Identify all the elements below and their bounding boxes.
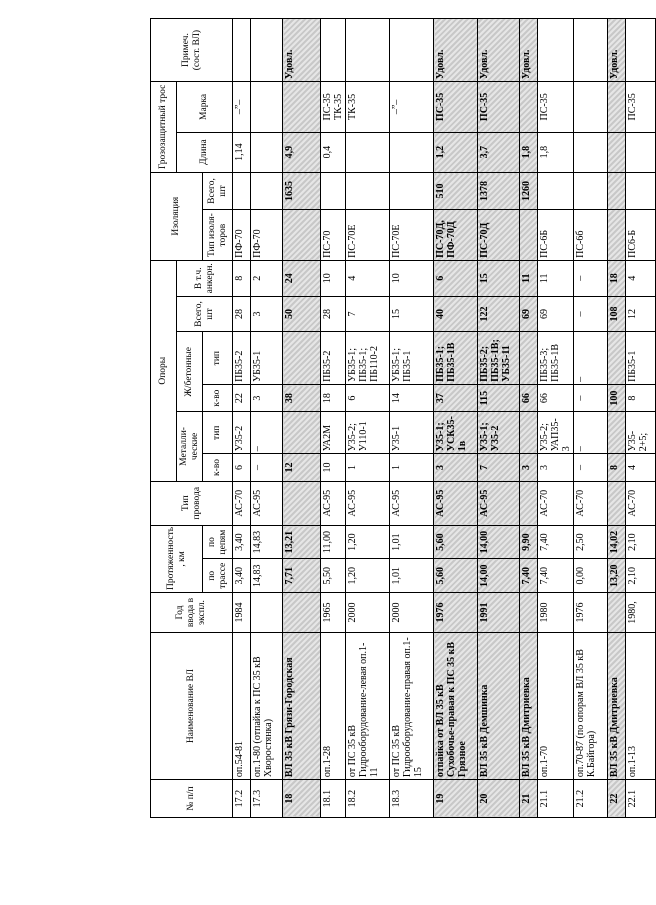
- cell-metal-qty: 3: [434, 454, 478, 481]
- cell-metal-type: [283, 412, 321, 454]
- cell-metal-qty: 6: [233, 454, 251, 481]
- cell-year-commissioned: 1976: [434, 593, 478, 633]
- cell-cable-length: 1,8: [520, 132, 538, 172]
- cell-insulator-total: [390, 172, 434, 210]
- cell-metal-qty: 10: [321, 454, 346, 481]
- cell-wire-type: АС-70: [538, 481, 574, 525]
- cell-cable-length: [390, 132, 434, 172]
- cell-metal-type: [608, 412, 626, 454]
- cell-concrete-type: УБ35-1; ПБ35-1; ПБ110-2: [346, 332, 390, 385]
- header-supports: Опоры: [151, 260, 177, 481]
- cell-cable-brand: ПС-35: [538, 82, 574, 132]
- cell-insulator-total: [233, 172, 251, 210]
- cell-year-commissioned: 2000: [390, 593, 434, 633]
- cell-supports-total: –: [574, 296, 608, 332]
- cell-length-circuit: 14,00: [478, 525, 520, 559]
- cell-metal-qty: 3: [538, 454, 574, 481]
- cell-insulator-total: [251, 172, 283, 210]
- cell-row-number: 18.3: [390, 780, 434, 818]
- cell-length-circuit: 14,83: [251, 525, 283, 559]
- cell-insulator-total: [626, 172, 656, 210]
- cell-metal-qty: –: [251, 454, 283, 481]
- header-total: Всего, шт: [177, 296, 233, 332]
- cell-year-commissioned: 2000: [346, 593, 390, 633]
- cell-row-number: 21.2: [574, 780, 608, 818]
- cell-insulator-type: [520, 210, 538, 260]
- cell-supports-anchor: 15: [478, 260, 520, 296]
- cell-length-route: 5,50: [321, 559, 346, 593]
- cell-concrete-qty: 14: [390, 384, 434, 411]
- cell-insulator-type: ПС-70: [321, 210, 346, 260]
- cell-line-name: оп.54-81: [233, 632, 251, 779]
- cell-cable-length: 1,2: [434, 132, 478, 172]
- table-row: [434, 19, 478, 818]
- cell-metal-type: УА2М: [321, 412, 346, 454]
- cell-concrete-type: ПБ35-1; ПБ35-1В: [434, 332, 478, 385]
- cell-line-name: оп.70-87 (по опорам ВЛ 35 кВ К.Байгора): [574, 632, 608, 779]
- header-note: Примеч. (сост. ВЛ): [151, 19, 233, 82]
- cell-row-number: 21.1: [538, 780, 574, 818]
- cell-wire-type: АС-95: [478, 481, 520, 525]
- cell-insulator-total: 1635: [283, 172, 321, 210]
- cell-insulator-type: ПС-70Е: [346, 210, 390, 260]
- cell-concrete-qty: 6: [346, 384, 390, 411]
- cell-wire-type: [520, 481, 538, 525]
- cell-concrete-type: [608, 332, 626, 385]
- cell-cable-length: 1,14: [233, 132, 251, 172]
- cell-wire-type: АС-70: [626, 481, 656, 525]
- cell-metal-type: У35-1; У35-2: [478, 412, 520, 454]
- cell-supports-anchor: 24: [283, 260, 321, 296]
- cell-cable-brand: [520, 82, 538, 132]
- cell-concrete-qty: 22: [233, 384, 251, 411]
- cell-concrete-type: ПБ35-2; ПБ35-1В; УБ35-11: [478, 332, 520, 385]
- cell-length-route: 5,60: [434, 559, 478, 593]
- cell-insulator-type: ПС6-Б: [626, 210, 656, 260]
- cell-line-name: ВЛ 35 кВ Грязи-Городская: [283, 632, 321, 779]
- cell-length-route: 7,71: [283, 559, 321, 593]
- cell-insulator-type: ПС-6б: [574, 210, 608, 260]
- cell-year-commissioned: [520, 593, 538, 633]
- cell-cable-brand: –”–: [390, 82, 434, 132]
- cell-row-number: 18: [283, 780, 321, 818]
- cell-supports-anchor: 18: [608, 260, 626, 296]
- cell-note: [233, 19, 251, 82]
- cell-metal-qty: 4: [626, 454, 656, 481]
- cell-insulator-total: [321, 172, 346, 210]
- cell-cable-brand: [608, 82, 626, 132]
- cell-metal-qty: 3: [520, 454, 538, 481]
- cell-concrete-type: [520, 332, 538, 385]
- cell-supports-anchor: 4: [346, 260, 390, 296]
- power-lines-table: [150, 18, 656, 818]
- cell-concrete-qty: –: [574, 384, 608, 411]
- cell-length-route: 3,40: [233, 559, 251, 593]
- cell-metal-type: –: [574, 412, 608, 454]
- cell-supports-total: 28: [321, 296, 346, 332]
- cell-cable-brand: ПС-35 ТК-35: [321, 82, 346, 132]
- cell-insulator-total: 510: [434, 172, 478, 210]
- cell-line-name: отпайка от ВЛ 35 кВ Сухобочье-правая к ПС 35 кВ Грязное: [434, 632, 478, 779]
- cell-insulator-total: [608, 172, 626, 210]
- cell-length-route: 2,10: [626, 559, 656, 593]
- cell-supports-total: 28: [233, 296, 251, 332]
- table-row: [608, 19, 626, 818]
- cell-concrete-type: ПБ35-2: [233, 332, 251, 385]
- header-length: Протяженность , км: [151, 525, 203, 592]
- cell-length-circuit: 3,40: [233, 525, 251, 559]
- cell-length-route: 14,83: [251, 559, 283, 593]
- cell-supports-anchor: 11: [520, 260, 538, 296]
- cell-supports-anchor: 8: [233, 260, 251, 296]
- cell-insulator-type: ПС-70Е: [390, 210, 434, 260]
- cell-length-route: 13,20: [608, 559, 626, 593]
- cell-year-commissioned: 1980,: [626, 593, 656, 633]
- cell-year-commissioned: [283, 593, 321, 633]
- table-body: [233, 19, 656, 818]
- cell-wire-type: АС-70: [574, 481, 608, 525]
- cell-cable-brand: ПС-35: [478, 82, 520, 132]
- cell-cable-brand: ТК-35: [346, 82, 390, 132]
- table-row: [574, 19, 608, 818]
- cell-wire-type: АС-95: [390, 481, 434, 525]
- cell-line-name: ВЛ 35 кВ Демшинка: [478, 632, 520, 779]
- cell-metal-type: У35-2+5;: [626, 412, 656, 454]
- header-wire: Тип провода: [151, 481, 233, 525]
- table-row: [390, 19, 434, 818]
- cell-cable-length: [251, 132, 283, 172]
- table-row: [626, 19, 656, 818]
- cell-note: [574, 19, 608, 82]
- cell-line-name: оп.1-13: [626, 632, 656, 779]
- cell-note: [346, 19, 390, 82]
- cell-length-circuit: 9,90: [520, 525, 538, 559]
- cell-length-route: 0,00: [574, 559, 608, 593]
- cell-supports-anchor: 2: [251, 260, 283, 296]
- cell-wire-type: АС-70: [233, 481, 251, 525]
- cell-insulator-type: ПФ-70: [251, 210, 283, 260]
- header-metal: Металли-ческие: [177, 412, 203, 481]
- cell-row-number: 17.2: [233, 780, 251, 818]
- cell-length-circuit: 1,20: [346, 525, 390, 559]
- cell-note: Удовл.: [520, 19, 538, 82]
- table-row: [478, 19, 520, 818]
- cell-row-number: 18.1: [321, 780, 346, 818]
- cell-note: Удовл.: [283, 19, 321, 82]
- cell-wire-type: [283, 481, 321, 525]
- cell-supports-anchor: 4: [626, 260, 656, 296]
- cell-concrete-type: УБ35-1; ПБ35-1: [390, 332, 434, 385]
- cell-length-route: 1,20: [346, 559, 390, 593]
- cell-supports-total: 50: [283, 296, 321, 332]
- cell-year-commissioned: 1980: [538, 593, 574, 633]
- cell-metal-qty: 7: [478, 454, 520, 481]
- cell-cable-length: 1,8: [538, 132, 574, 172]
- cell-length-circuit: 13,21: [283, 525, 321, 559]
- cell-row-number: 18.2: [346, 780, 390, 818]
- cell-supports-anchor: 10: [321, 260, 346, 296]
- cell-supports-total: 7: [346, 296, 390, 332]
- header-cable-length: Длина: [177, 132, 233, 172]
- cell-wire-type: АС-95: [251, 481, 283, 525]
- cell-length-route: 7,40: [520, 559, 538, 593]
- rotated-table-page: [150, 18, 649, 818]
- cell-supports-anchor: 10: [390, 260, 434, 296]
- cell-cable-length: [346, 132, 390, 172]
- cell-length-circuit: 2,10: [626, 525, 656, 559]
- header-anchor: В т.ч. анкерн.: [177, 260, 233, 296]
- cell-metal-type: [520, 412, 538, 454]
- cell-line-name: оп.1-80 (отпайка к ПС 35 кВ Хворостянка): [251, 632, 283, 779]
- cell-cable-length: 0,4: [321, 132, 346, 172]
- cell-row-number: 22.1: [626, 780, 656, 818]
- cell-supports-total: 122: [478, 296, 520, 332]
- cell-row-number: 20: [478, 780, 520, 818]
- cell-cable-length: 3,7: [478, 132, 520, 172]
- cell-metal-type: У35-2: [233, 412, 251, 454]
- cell-concrete-type: ПБ35-2: [321, 332, 346, 385]
- cell-metal-type: У35-1: [390, 412, 434, 454]
- cell-concrete-type: УБ35-1: [251, 332, 283, 385]
- header-insulation: Изоляция: [151, 172, 203, 260]
- header-cable-brand: Марка: [177, 82, 233, 132]
- cell-cable-length: 4,9: [283, 132, 321, 172]
- header-concrete-type: тип: [203, 332, 233, 385]
- cell-concrete-type: –: [574, 332, 608, 385]
- header-len-route: по трассе: [203, 559, 233, 593]
- cell-insulator-type: [608, 210, 626, 260]
- cell-supports-total: 3: [251, 296, 283, 332]
- cell-year-commissioned: 1991: [478, 593, 520, 633]
- cell-metal-type: У35-2; УАП35-3: [538, 412, 574, 454]
- cell-supports-anchor: –: [574, 260, 608, 296]
- cell-metal-qty: 1: [390, 454, 434, 481]
- cell-insulator-total: [574, 172, 608, 210]
- cell-supports-total: 108: [608, 296, 626, 332]
- cell-note: Удовл.: [478, 19, 520, 82]
- cell-insulator-type: ПС-70Д: [478, 210, 520, 260]
- table-row: [321, 19, 346, 818]
- cell-line-name: ВЛ 35 кВ Дмитриевка: [608, 632, 626, 779]
- table-row: [233, 19, 251, 818]
- cell-row-number: 17.3: [251, 780, 283, 818]
- cell-cable-brand: –”–: [233, 82, 251, 132]
- cell-length-circuit: 2,50: [574, 525, 608, 559]
- cell-cable-brand: [574, 82, 608, 132]
- cell-line-name: ВЛ 35 кВ Дмитриевка: [520, 632, 538, 779]
- cell-metal-qty: 1: [346, 454, 390, 481]
- cell-supports-total: 15: [390, 296, 434, 332]
- cell-cable-length: [608, 132, 626, 172]
- cell-length-route: 1,01: [390, 559, 434, 593]
- cell-supports-total: 69: [520, 296, 538, 332]
- cell-supports-total: 12: [626, 296, 656, 332]
- cell-insulator-total: [346, 172, 390, 210]
- cell-concrete-qty: 3: [251, 384, 283, 411]
- table-row: [346, 19, 390, 818]
- cell-metal-type: У35-1; УСК35-1в: [434, 412, 478, 454]
- cell-line-name: оп.1-70: [538, 632, 574, 779]
- cell-year-commissioned: 1965: [321, 593, 346, 633]
- cell-note: Удовл.: [608, 19, 626, 82]
- cell-concrete-type: ПБ35-3; ПБ35-1В: [538, 332, 574, 385]
- header-len-circuit: по цепям: [203, 525, 233, 559]
- cell-length-circuit: 5,60: [434, 525, 478, 559]
- cell-wire-type: [608, 481, 626, 525]
- cell-length-route: 7,40: [538, 559, 574, 593]
- cell-year-commissioned: [251, 593, 283, 633]
- cell-insulator-total: 1260: [520, 172, 538, 210]
- cell-length-circuit: 1,01: [390, 525, 434, 559]
- cell-note: [626, 19, 656, 82]
- cell-supports-anchor: 6: [434, 260, 478, 296]
- cell-metal-type: –: [251, 412, 283, 454]
- cell-insulator-type: [283, 210, 321, 260]
- cell-concrete-qty: 38: [283, 384, 321, 411]
- table-row: [538, 19, 574, 818]
- cell-concrete-qty: 8: [626, 384, 656, 411]
- table-row: [251, 19, 283, 818]
- cell-insulator-type: ПФ-70: [233, 210, 251, 260]
- cell-metal-type: У35-2; У110-1: [346, 412, 390, 454]
- header-num: № п/п: [151, 780, 233, 818]
- cell-cable-brand: [283, 82, 321, 132]
- cell-row-number: 21: [520, 780, 538, 818]
- table-row: [283, 19, 321, 818]
- cell-supports-anchor: 11: [538, 260, 574, 296]
- cell-note: [390, 19, 434, 82]
- cell-supports-total: 40: [434, 296, 478, 332]
- cell-length-circuit: 11,00: [321, 525, 346, 559]
- cell-year-commissioned: [608, 593, 626, 633]
- header-cable: Грозозащитный трос: [151, 82, 177, 172]
- cell-concrete-qty: 66: [520, 384, 538, 411]
- cell-insulator-type: ПС-6Б: [538, 210, 574, 260]
- cell-concrete-type: ПБ35-1: [626, 332, 656, 385]
- cell-row-number: 19: [434, 780, 478, 818]
- cell-note: [538, 19, 574, 82]
- header-metal-qty: к-во: [203, 454, 233, 481]
- cell-cable-length: [626, 132, 656, 172]
- cell-length-route: 14,00: [478, 559, 520, 593]
- cell-line-name: оп.1-28: [321, 632, 346, 779]
- cell-insulator-total: 1378: [478, 172, 520, 210]
- cell-concrete-qty: 18: [321, 384, 346, 411]
- cell-supports-total: 69: [538, 296, 574, 332]
- table-row: [520, 19, 538, 818]
- header-name: Наименование ВЛ: [151, 632, 233, 779]
- cell-concrete-type: [283, 332, 321, 385]
- cell-wire-type: АС-95: [321, 481, 346, 525]
- header-ins-type: Тип изоля-торов: [203, 210, 233, 260]
- cell-year-commissioned: 1984: [233, 593, 251, 633]
- cell-length-circuit: 14,02: [608, 525, 626, 559]
- cell-concrete-qty: 100: [608, 384, 626, 411]
- cell-insulator-total: [538, 172, 574, 210]
- cell-concrete-qty: 37: [434, 384, 478, 411]
- cell-row-number: 22: [608, 780, 626, 818]
- cell-concrete-qty: 115: [478, 384, 520, 411]
- header-metal-type: тип: [203, 412, 233, 454]
- cell-length-circuit: 7,40: [538, 525, 574, 559]
- cell-cable-brand: ПС-35: [626, 82, 656, 132]
- cell-line-name: от ПС 35 кВ Гидрооборудование-левая оп.1-11: [346, 632, 390, 779]
- cell-year-commissioned: 1976: [574, 593, 608, 633]
- cell-line-name: от ПС 35 кВ Гидрооборудование-правая оп.1-15: [390, 632, 434, 779]
- cell-note: Удовл.: [434, 19, 478, 82]
- cell-note: [251, 19, 283, 82]
- header-concrete-qty: к-во: [203, 384, 233, 411]
- header-ins-total: Всего, шт: [203, 172, 233, 210]
- cell-wire-type: АС-95: [346, 481, 390, 525]
- cell-metal-qty: 12: [283, 454, 321, 481]
- cell-cable-brand: [251, 82, 283, 132]
- cell-metal-qty: –: [574, 454, 608, 481]
- cell-cable-brand: ПС-35: [434, 82, 478, 132]
- cell-insulator-type: ПС-70Д, ПФ-70Д: [434, 210, 478, 260]
- header-concrete: Ж/бетонные: [177, 332, 203, 412]
- cell-metal-qty: 8: [608, 454, 626, 481]
- cell-concrete-qty: 66: [538, 384, 574, 411]
- cell-wire-type: АС-95: [434, 481, 478, 525]
- cell-note: [321, 19, 346, 82]
- cell-cable-length: [574, 132, 608, 172]
- header-year: Год ввода в экспл.: [151, 593, 233, 633]
